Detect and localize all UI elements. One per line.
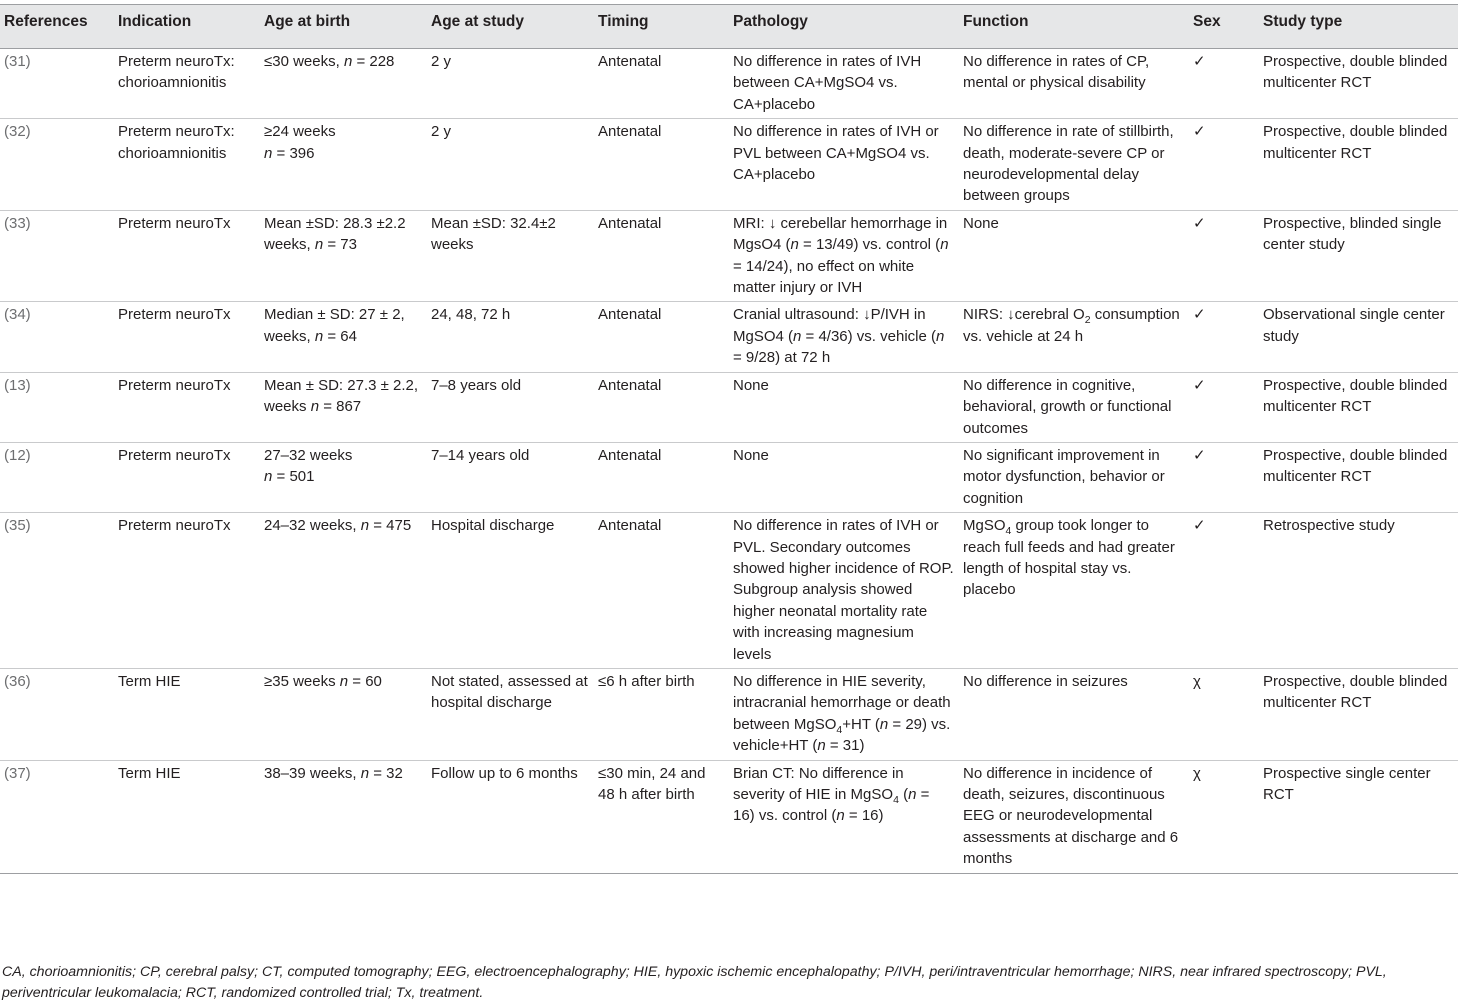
table-body [0, 49, 1458, 874]
function-cell: No difference in seizures [959, 668, 1189, 760]
table-row [0, 513, 1458, 669]
sex-cell: χ [1189, 760, 1259, 873]
study-type-cell: Prospective single center RCT [1259, 760, 1458, 873]
study-type-cell: Retrospective study [1259, 513, 1458, 669]
header-sex: Sex [1189, 5, 1259, 49]
pathology-cell: Brian CT: No difference in severity of HIE in MgSO$_4$ (n = 16) vs. control (n = 16) [729, 760, 959, 873]
table-row [0, 760, 1458, 873]
reference-cell[interactable]: (34) [0, 302, 114, 372]
age-at-birth-cell: ≤30 weeks, n = 228 [260, 49, 427, 119]
study-type-cell: Prospective, double blinded multicenter RCT [1259, 442, 1458, 512]
sex-cell: ✓ [1189, 210, 1259, 302]
reference-cell[interactable]: (36) [0, 668, 114, 760]
pathology-cell: No difference in rates of IVH or PVL between CA+MgSO4 vs. CA+placebo [729, 119, 959, 211]
sex-cell: ✓ [1189, 49, 1259, 119]
indication-cell: Term HIE [114, 760, 260, 873]
indication-cell: Preterm neuroTx: chorioamnionitis [114, 49, 260, 119]
function-cell: No significant improvement in motor dysfunction, behavior or cognition [959, 442, 1189, 512]
study-type-cell: Prospective, double blinded multicenter RCT [1259, 372, 1458, 442]
table-row [0, 49, 1458, 119]
timing-cell: Antenatal [594, 302, 729, 372]
pathology-cell: None [729, 442, 959, 512]
function-cell: No difference in incidence of death, seizures, discontinuous EEG or neurodevelopmental assessments at discharge and 6 months [959, 760, 1189, 873]
age-at-birth-cell: Mean ± SD: 27.3 ± 2.2, weeks n = 867 [260, 372, 427, 442]
timing-cell: Antenatal [594, 210, 729, 302]
pathology-cell: None [729, 372, 959, 442]
study-type-cell: Prospective, blinded single center study [1259, 210, 1458, 302]
age-at-study-cell: Not stated, assessed at hospital discharge [427, 668, 594, 760]
age-at-study-cell: Follow up to 6 months [427, 760, 594, 873]
table-footnote: CA, chorioamnionitis; CP, cerebral palsy; CT, computed tomography; EEG, electroencephalography; HIE, hypoxic ischemic encephalopathy; P/IVH, peri/intraventricular hemorrhage; NIRS, near infrared spectroscopy; PVL, periventricular leukomalacia; RCT, randomized controlled trial; Tx, treatment. [2, 964, 1387, 1001]
sex-cell: ✓ [1189, 302, 1259, 372]
header-study-type: Study type [1259, 5, 1458, 49]
pathology-cell: No difference in HIE severity, intracranial hemorrhage or death between MgSO$_4$+HT (n = 29) vs. vehicle+HT (n = 31) [729, 668, 959, 760]
indication-cell: Preterm neuroTx [114, 513, 260, 669]
age-at-birth-cell: 27–32 weeks n = 501 [260, 442, 427, 512]
timing-cell: Antenatal [594, 49, 729, 119]
table-row [0, 302, 1458, 372]
table-row [0, 668, 1458, 760]
timing-cell: ≤30 min, 24 and 48 h after birth [594, 760, 729, 873]
header-function: Function [959, 5, 1189, 49]
study-type-cell: Observational single center study [1259, 302, 1458, 372]
age-at-birth-cell: 24–32 weeks, n = 475 [260, 513, 427, 669]
indication-cell: Preterm neuroTx [114, 302, 260, 372]
header-row [0, 5, 1458, 49]
function-cell: No difference in cognitive, behavioral, growth or functional outcomes [959, 372, 1189, 442]
table-row [0, 442, 1458, 512]
indication-cell: Preterm neuroTx [114, 210, 260, 302]
function-cell: No difference in rates of CP, mental or physical disability [959, 49, 1189, 119]
age-at-birth-cell: Mean ±SD: 28.3 ±2.2 weeks, n = 73 [260, 210, 427, 302]
header-timing: Timing [594, 5, 729, 49]
timing-cell: Antenatal [594, 372, 729, 442]
indication-cell: Preterm neuroTx [114, 442, 260, 512]
sex-cell: ✓ [1189, 513, 1259, 669]
reference-cell[interactable]: (12) [0, 442, 114, 512]
pathology-cell: MRI: ↓ cerebellar hemorrhage in MgsO4 (n = 13/49) vs. control (n = 14/24), no effect on white matter injury or IVH [729, 210, 959, 302]
age-at-study-cell: Hospital discharge [427, 513, 594, 669]
header-age-at-birth: Age at birth [260, 5, 427, 49]
timing-cell: ≤6 h after birth [594, 668, 729, 760]
function-cell: None [959, 210, 1189, 302]
indication-cell: Preterm neuroTx [114, 372, 260, 442]
header-references: References [0, 5, 114, 49]
study-type-cell: Prospective, double blinded multicenter RCT [1259, 49, 1458, 119]
sex-cell: ✓ [1189, 442, 1259, 512]
function-cell: NIRS: ↓cerebral $O_2$ consumption vs. vehicle at 24 h [959, 302, 1189, 372]
header-pathology: Pathology [729, 5, 959, 49]
sex-cell: ✓ [1189, 372, 1259, 442]
table-row [0, 119, 1458, 211]
function-cell: No difference in rate of stillbirth, death, moderate-severe CP or neurodevelopmental delay between groups [959, 119, 1189, 211]
reference-cell[interactable]: (37) [0, 760, 114, 873]
age-at-study-cell: 7–14 years old [427, 442, 594, 512]
age-at-study-cell: 2 y [427, 49, 594, 119]
reference-cell[interactable]: (13) [0, 372, 114, 442]
age-at-study-cell: Mean ±SD: 32.4±2 weeks [427, 210, 594, 302]
pathology-cell: No difference in rates of IVH or PVL. Secondary outcomes showed higher incidence of ROP. Subgroup analysis showed higher neonatal mortality rate with increasing magnesium levels [729, 513, 959, 669]
sex-cell: ✓ [1189, 119, 1259, 211]
header-indication: Indication [114, 5, 260, 49]
age-at-study-cell: 7–8 years old [427, 372, 594, 442]
age-at-birth-cell: ≥35 weeks n = 60 [260, 668, 427, 760]
sex-cell: χ [1189, 668, 1259, 760]
age-at-study-cell: 2 y [427, 119, 594, 211]
reference-cell[interactable]: (33) [0, 210, 114, 302]
timing-cell: Antenatal [594, 119, 729, 211]
age-at-birth-cell: ≥24 weeks n = 396 [260, 119, 427, 211]
study-type-cell: Prospective, double blinded multicenter RCT [1259, 119, 1458, 211]
age-at-birth-cell: Median ± SD: 27 ± 2, weeks, n = 64 [260, 302, 427, 372]
data-table [0, 4, 1458, 874]
table-row [0, 372, 1458, 442]
timing-cell: Antenatal [594, 513, 729, 669]
header-age-at-study: Age at study [427, 5, 594, 49]
indication-cell: Preterm neuroTx: chorioamnionitis [114, 119, 260, 211]
function-cell: MgSO$_4$ group took longer to reach full feeds and had greater length of hospital stay vs. placebo [959, 513, 1189, 669]
indication-cell: Term HIE [114, 668, 260, 760]
age-at-study-cell: 24, 48, 72 h [427, 302, 594, 372]
reference-cell[interactable]: (35) [0, 513, 114, 669]
pathology-cell: Cranial ultrasound: ↓P/IVH in MgSO4 (n = 4/36) vs. vehicle (n = 9/28) at 72 h [729, 302, 959, 372]
pathology-cell: No difference in rates of IVH between CA+MgSO4 vs. CA+placebo [729, 49, 959, 119]
reference-cell[interactable]: (31) [0, 49, 114, 119]
study-type-cell: Prospective, double blinded multicenter RCT [1259, 668, 1458, 760]
table-row [0, 210, 1458, 302]
reference-cell[interactable]: (32) [0, 119, 114, 211]
age-at-birth-cell: 38–39 weeks, n = 32 [260, 760, 427, 873]
timing-cell: Antenatal [594, 442, 729, 512]
